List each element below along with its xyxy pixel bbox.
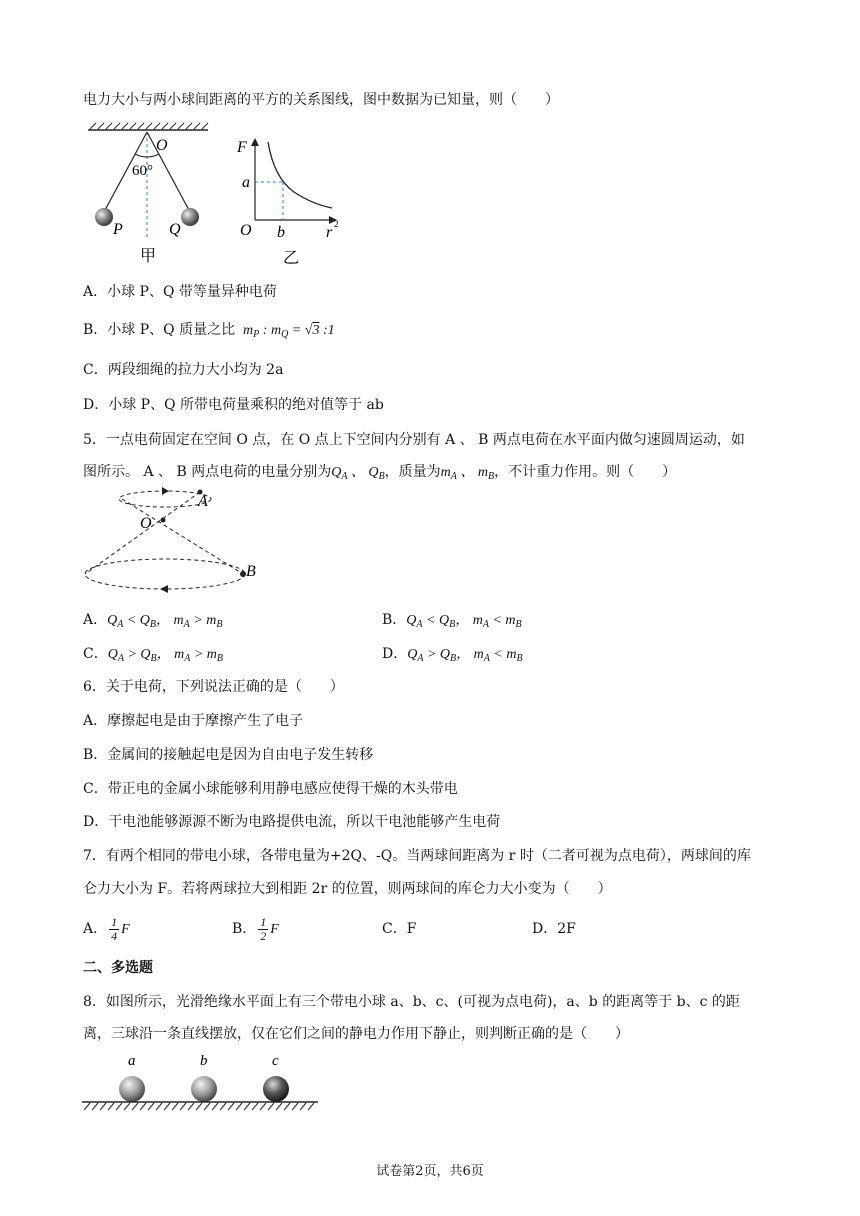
q5-option-d-expr: $Q_A > Q_B$， $m_A < m_B$ — [407, 647, 523, 664]
ball-p — [95, 208, 113, 226]
string-q — [147, 132, 190, 212]
q6-stem: 6．关于电荷，下列说法正确的是（ ） — [83, 679, 344, 695]
floor-hatch — [82, 1102, 318, 1110]
lower-orbit-arrow — [160, 585, 168, 593]
graph-label-b: b — [277, 224, 285, 241]
q5-option-b — [382, 610, 522, 635]
q5-option-b-expr: $Q_A < Q_B$， $m_A < m_B$ — [406, 613, 522, 630]
q4-option-a: A．小球 P、Q 带等量异种电荷 — [83, 284, 277, 300]
ball-label-b: b — [200, 1053, 208, 1069]
caption-jia: 甲 — [140, 248, 157, 265]
label-o: O — [156, 137, 168, 154]
q6-option-a: A．摩擦起电是由于摩擦产生了电子 — [83, 713, 304, 729]
q5-option-c-label: C． — [83, 646, 108, 662]
label-p: P — [113, 221, 123, 238]
ball-label-a: a — [128, 1053, 136, 1069]
q5-option-d-label: D． — [382, 646, 408, 662]
ceiling-hatch — [88, 123, 208, 130]
figure-two-orbits — [80, 484, 270, 600]
q6-option-c: C．带正电的金属小球能够利用静电感应使得干燥的木头带电 — [83, 781, 458, 797]
ball-a — [119, 1076, 145, 1102]
q4-option-b-text: B．小球 P、Q 质量之比 — [83, 322, 236, 338]
q7-b-numerator: 1 — [260, 914, 267, 929]
charge-o — [161, 518, 166, 523]
q7-option-c: C．F — [382, 921, 417, 937]
q5-charges: $Q_A$ 、 $Q_B$ — [331, 465, 385, 482]
label-angle: 60° — [132, 163, 153, 179]
q8-stem-line2: 离，三球沿一条直线摆放，仅在它们之间的静电力作用下静止，则判断正确的是（ ） — [83, 1026, 629, 1042]
orbit-label-b: B — [246, 563, 256, 580]
q7-option-d: D．2F — [532, 921, 576, 937]
cone-line-1 — [122, 499, 243, 574]
inverse-curve — [268, 142, 332, 208]
q5-line2-a: 图所示。 A 、 B 两点电荷的电量分别为 — [83, 464, 332, 480]
q7-option-b-fraction — [258, 916, 268, 943]
graph-label-a: a — [242, 174, 250, 191]
q4-option-d: D．小球 P、Q 所带电荷量乘积的绝对值等于 ab — [83, 397, 384, 413]
graph-label-o: O — [240, 222, 252, 239]
q8-stem-line1: 8．如图所示，光滑绝缘水平面上有三个带电小球 a、b、c、(可视为点电荷)，a、b 的距离等于 b、c 的距 — [83, 994, 740, 1010]
q7-a-denominator: 4 — [111, 928, 118, 943]
q6-option-b: B．金属间的接触起电是因为自由电子发生转移 — [83, 747, 374, 763]
q4-option-c: C．两段细绳的拉力大小均为 2a — [83, 362, 284, 378]
caption-yi: 乙 — [283, 250, 300, 267]
q5-option-c-expr: $Q_A > Q_B$， $m_A > m_B$ — [107, 647, 224, 664]
q5-stem-line1: 5．一点电荷固定在空间 O 点，在 O 点上下空间内分别有 A 、 B 两点电荷在水平面内做匀速圆周运动，如 — [83, 432, 745, 448]
q5-line2-c: ，不计重力作用。则（ ） — [494, 464, 677, 480]
question-stem-continuation: 电力大小与两小球间距离的平方的关系图线，图中数据为已知量，则（ ） — [83, 92, 559, 108]
q7-stem-line1: 7．有两个相同的带电小球，各带电量为+2Q、-Q。当两球间距离为 r 时（二者可视为点电荷），两球间的库 — [83, 848, 751, 864]
q5-option-d — [382, 644, 523, 669]
q5-masses: $m_A$ 、 $m_B$ — [440, 465, 495, 482]
graph-label-f: F — [237, 139, 247, 156]
y-axis-arrow — [251, 138, 259, 146]
ball-q — [181, 208, 199, 226]
orbit-label-o: O — [140, 515, 152, 532]
q5-option-b-label: B． — [382, 612, 407, 628]
q7-a-numerator: 1 — [111, 914, 118, 929]
q7-option-a-fraction — [109, 916, 119, 943]
q5-option-c — [83, 644, 223, 669]
ball-label-c: c — [272, 1053, 279, 1069]
section-heading-multi-choice: 二、多选题 — [83, 960, 153, 976]
ball-c — [263, 1076, 289, 1102]
q7-option-b — [232, 912, 279, 947]
q6-option-d: D．干电池能够源源不断为电路提供电流，所以干电池能够产生电荷 — [83, 814, 501, 830]
cone-line-2 — [85, 492, 200, 574]
q4-option-b — [83, 320, 335, 345]
figure-three-balls — [80, 1052, 325, 1116]
graph-label-exp: 2 — [334, 219, 339, 229]
q5-option-a-label: A． — [83, 612, 108, 628]
q5-option-a-expr: $Q_A < Q_B$， $m_A > m_B$ — [107, 613, 223, 630]
upper-orbit-arrow — [162, 487, 169, 495]
lower-orbit — [85, 559, 245, 589]
q5-option-a — [83, 610, 222, 635]
q7-stem-line2: 仑力大小为 F。若将两球拉大到相距 2r 的位置，则两球间的库仑力大小变为（ ） — [83, 881, 612, 897]
label-q: Q — [169, 221, 181, 238]
q4-mass-ratio: $m_P$ : $m_Q = √3$ :1 — [239, 323, 335, 340]
figure-pendulum-and-graph — [80, 120, 350, 270]
q7-b-var: F — [270, 922, 279, 937]
ball-b — [191, 1076, 217, 1102]
q7-b-denominator: 2 — [260, 928, 267, 943]
orbit-label-a: A — [198, 493, 208, 510]
q5-line2-b: ，质量为 — [384, 464, 441, 480]
q7-option-b-label: B． — [232, 921, 257, 937]
q7-a-var: F — [121, 922, 130, 937]
page-footer: 试卷第2页，共6页 — [376, 1164, 484, 1179]
angle-arc — [135, 154, 159, 157]
q7-option-a — [83, 912, 130, 947]
q7-option-a-label: A． — [83, 921, 108, 937]
graph-label-r: r — [326, 224, 333, 241]
